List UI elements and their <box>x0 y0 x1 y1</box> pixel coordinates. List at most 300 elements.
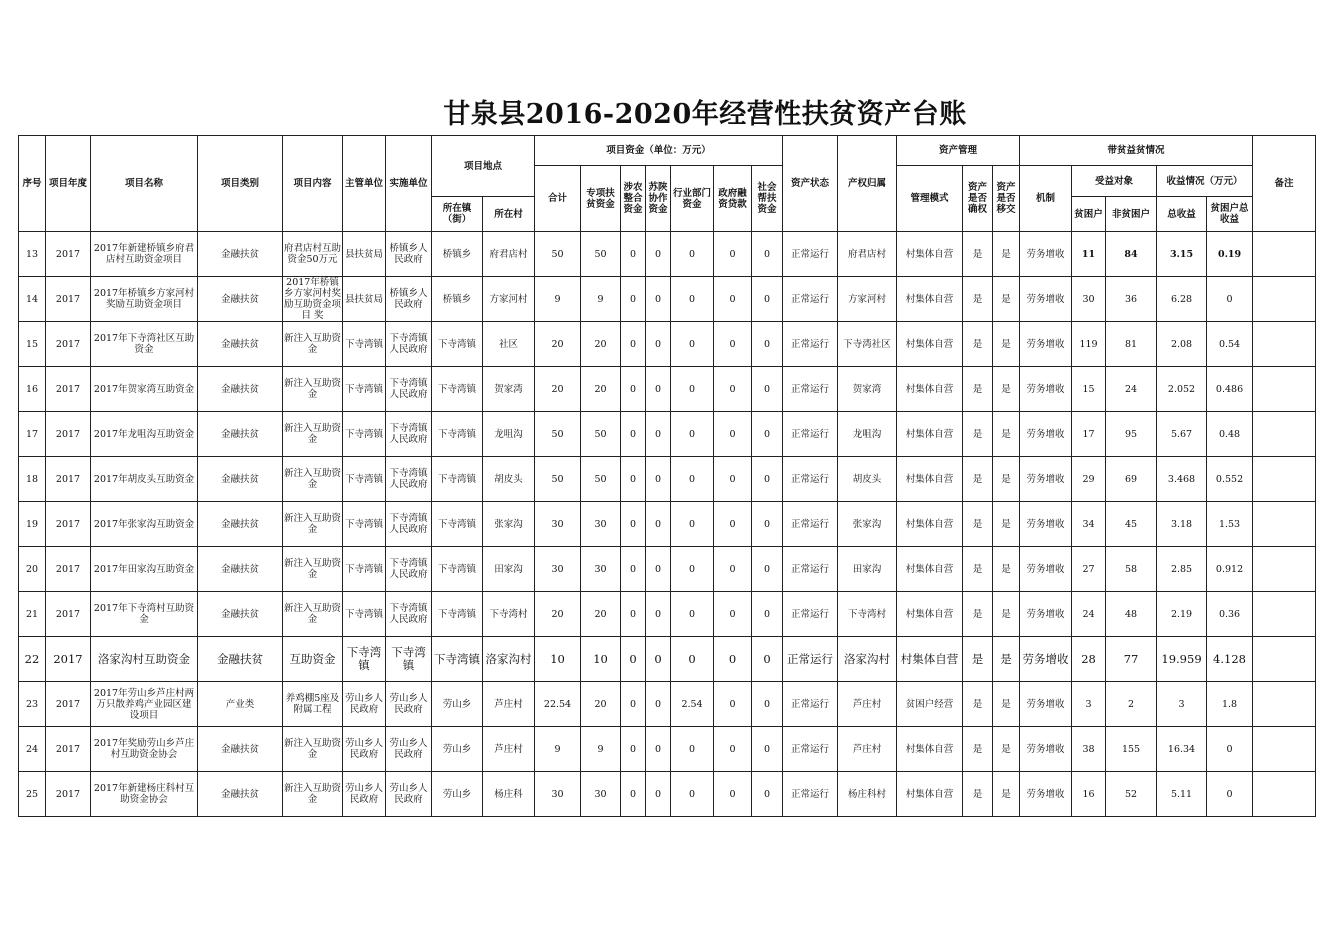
cell-village: 贺家湾 <box>483 367 535 412</box>
cell-status: 正常运行 <box>783 277 838 322</box>
header-beneficiaries: 受益对象 <box>1072 166 1157 197</box>
cell-agri: 0 <box>621 682 646 727</box>
cell-town: 下寺湾镇 <box>432 547 483 592</box>
cell-total: 20 <box>535 322 581 367</box>
cell-special: 9 <box>581 277 621 322</box>
cell-total: 30 <box>535 547 581 592</box>
cell-remark <box>1253 682 1316 727</box>
cell-confirmed: 是 <box>963 412 993 457</box>
cell-seq: 14 <box>19 277 46 322</box>
cell-supervisor: 县扶贫局 <box>343 232 386 277</box>
cell-mode: 村集体自营 <box>897 412 963 457</box>
cell-nonpoor: 52 <box>1106 772 1157 817</box>
cell-poor-income: 0 <box>1207 772 1253 817</box>
cell-mechanism: 劳务增收 <box>1020 367 1072 412</box>
header-asset-status: 资产状态 <box>783 136 838 232</box>
cell-special: 20 <box>581 322 621 367</box>
cell-confirmed: 是 <box>963 232 993 277</box>
cell-name: 洛家沟村互助资金 <box>91 637 198 682</box>
cell-implementer: 下寺湾镇人民政府 <box>386 367 432 412</box>
cell-poor-income: 0 <box>1207 277 1253 322</box>
cell-social: 0 <box>752 772 783 817</box>
cell-mode: 村集体自营 <box>897 727 963 772</box>
table-row <box>19 367 1316 412</box>
table-row <box>19 727 1316 772</box>
cell-supervisor: 下寺湾镇 <box>343 367 386 412</box>
cell-gov-loan: 0 <box>714 637 752 682</box>
cell-mechanism: 劳务增收 <box>1020 682 1072 727</box>
cell-category: 金融扶贫 <box>198 367 283 412</box>
cell-special: 20 <box>581 592 621 637</box>
cell-poor: 30 <box>1072 277 1106 322</box>
cell-category: 金融扶贫 <box>198 592 283 637</box>
cell-total-income: 3.468 <box>1157 457 1207 502</box>
cell-name: 2017年田家沟互助资金 <box>91 547 198 592</box>
cell-content: 新注入互助资金 <box>283 772 343 817</box>
cell-nonpoor: 48 <box>1106 592 1157 637</box>
cell-town: 下寺湾镇 <box>432 592 483 637</box>
cell-seq: 22 <box>19 637 46 682</box>
cell-poor-income: 0.552 <box>1207 457 1253 502</box>
cell-mode: 村集体自营 <box>897 502 963 547</box>
cell-town: 劳山乡 <box>432 772 483 817</box>
cell-sushan: 0 <box>646 547 671 592</box>
cell-ownership: 芦庄村 <box>838 682 897 727</box>
cell-total: 22.54 <box>535 682 581 727</box>
cell-nonpoor: 95 <box>1106 412 1157 457</box>
cell-seq: 13 <box>19 232 46 277</box>
header-sushan: 苏陕协作资金 <box>646 166 671 232</box>
cell-village: 胡皮头 <box>483 457 535 502</box>
header-income: 收益情况（万元） <box>1157 166 1253 197</box>
cell-total-income: 6.28 <box>1157 277 1207 322</box>
cell-implementer: 下寺湾镇人民政府 <box>386 322 432 367</box>
cell-status: 正常运行 <box>783 412 838 457</box>
cell-poor-income: 0.36 <box>1207 592 1253 637</box>
header-year: 项目年度 <box>46 136 91 232</box>
cell-content: 府君店村互助资金50万元 <box>283 232 343 277</box>
header-town: 所在镇（街） <box>432 197 483 232</box>
cell-content: 养鸡棚5座及附属工程 <box>283 682 343 727</box>
cell-supervisor: 下寺湾镇 <box>343 412 386 457</box>
cell-special: 30 <box>581 547 621 592</box>
cell-year: 2017 <box>46 772 91 817</box>
cell-village: 下寺湾村 <box>483 592 535 637</box>
header-implementer: 实施单位 <box>386 136 432 232</box>
cell-mode: 村集体自营 <box>897 232 963 277</box>
cell-poor: 15 <box>1072 367 1106 412</box>
cell-total-income: 19.959 <box>1157 637 1207 682</box>
cell-social: 0 <box>752 277 783 322</box>
cell-nonpoor: 84 <box>1106 232 1157 277</box>
cell-industry: 0 <box>671 277 714 322</box>
cell-confirmed: 是 <box>963 727 993 772</box>
cell-supervisor: 下寺湾镇 <box>343 502 386 547</box>
header-confirmed: 资产是否确权 <box>963 166 993 232</box>
cell-name: 2017年新建杨庄科村互助资金协会 <box>91 772 198 817</box>
cell-agri: 0 <box>621 727 646 772</box>
cell-name: 2017年贺家湾互助资金 <box>91 367 198 412</box>
cell-town: 劳山乡 <box>432 682 483 727</box>
cell-year: 2017 <box>46 277 91 322</box>
cell-name: 2017年桥镇乡方家河村奖励互助资金项目 <box>91 277 198 322</box>
cell-gov-loan: 0 <box>714 232 752 277</box>
cell-implementer: 下寺湾镇人民政府 <box>386 547 432 592</box>
cell-gov-loan: 0 <box>714 772 752 817</box>
cell-name: 2017年张家沟互助资金 <box>91 502 198 547</box>
cell-remark <box>1253 502 1316 547</box>
cell-village: 龙咀沟 <box>483 412 535 457</box>
cell-poor-income: 4.128 <box>1207 637 1253 682</box>
cell-remark <box>1253 457 1316 502</box>
cell-nonpoor: 69 <box>1106 457 1157 502</box>
cell-year: 2017 <box>46 232 91 277</box>
table-row <box>19 502 1316 547</box>
cell-category: 金融扶贫 <box>198 457 283 502</box>
cell-poor: 27 <box>1072 547 1106 592</box>
cell-poor-income: 0.54 <box>1207 322 1253 367</box>
cell-content: 新注入互助资金 <box>283 547 343 592</box>
cell-gov-loan: 0 <box>714 457 752 502</box>
cell-agri: 0 <box>621 277 646 322</box>
cell-year: 2017 <box>46 727 91 772</box>
cell-social: 0 <box>752 322 783 367</box>
cell-agri: 0 <box>621 592 646 637</box>
cell-mechanism: 劳务增收 <box>1020 772 1072 817</box>
cell-total-income: 3.15 <box>1157 232 1207 277</box>
cell-content: 2017年桥镇乡方家河村奖励互助资金项目 奖 <box>284 277 342 321</box>
cell-seq: 15 <box>19 322 46 367</box>
cell-sushan: 0 <box>646 367 671 412</box>
table-row <box>19 637 1316 682</box>
cell-special: 9 <box>581 727 621 772</box>
cell-mechanism: 劳务增收 <box>1020 592 1072 637</box>
cell-category: 金融扶贫 <box>198 322 283 367</box>
cell-total: 20 <box>535 592 581 637</box>
cell-ownership: 杨庄科村 <box>838 772 897 817</box>
cell-total-income: 3.18 <box>1157 502 1207 547</box>
cell-status: 正常运行 <box>783 322 838 367</box>
header-village: 所在村 <box>483 197 535 232</box>
cell-name: 2017年新建桥镇乡府君店村互助资金项目 <box>91 232 198 277</box>
header-nonpoor: 非贫困户 <box>1106 197 1157 232</box>
cell-village: 张家沟 <box>483 502 535 547</box>
cell-seq: 16 <box>19 367 46 412</box>
cell-implementer: 下寺湾镇人民政府 <box>386 457 432 502</box>
header-poor: 贫困户 <box>1072 197 1106 232</box>
cell-special: 30 <box>581 502 621 547</box>
cell-mechanism: 劳务增收 <box>1020 322 1072 367</box>
cell-village: 芦庄村 <box>483 682 535 727</box>
cell-poor-income: 1.53 <box>1207 502 1253 547</box>
cell-ownership: 张家沟 <box>838 502 897 547</box>
cell-remark <box>1253 772 1316 817</box>
cell-sushan: 0 <box>646 457 671 502</box>
cell-agri: 0 <box>621 547 646 592</box>
cell-village: 杨庄科 <box>483 772 535 817</box>
cell-industry: 0 <box>671 637 714 682</box>
cell-total: 20 <box>535 367 581 412</box>
cell-category: 金融扶贫 <box>198 232 283 277</box>
cell-ownership: 下寺湾社区 <box>838 322 897 367</box>
cell-year: 2017 <box>46 457 91 502</box>
cell-town: 下寺湾镇 <box>432 322 483 367</box>
cell-village: 芦庄村 <box>483 727 535 772</box>
cell-category: 金融扶贫 <box>198 637 283 682</box>
cell-social: 0 <box>752 457 783 502</box>
cell-implementer: 劳山乡人民政府 <box>386 772 432 817</box>
cell-industry: 0 <box>671 367 714 412</box>
header-industry: 行业部门资金 <box>671 166 714 232</box>
cell-ownership: 府君店村 <box>838 232 897 277</box>
cell-transferred: 是 <box>993 682 1020 727</box>
cell-social: 0 <box>752 367 783 412</box>
cell-status: 正常运行 <box>783 547 838 592</box>
cell-transferred: 是 <box>993 412 1020 457</box>
cell-town: 下寺湾镇 <box>432 502 483 547</box>
cell-ownership: 芦庄村 <box>838 727 897 772</box>
cell-nonpoor: 36 <box>1106 277 1157 322</box>
cell-name: 2017年劳山乡芦庄村两万只散养鸡产业园区建设项目 <box>91 682 198 727</box>
cell-mechanism: 劳务增收 <box>1020 637 1072 682</box>
cell-remark <box>1253 547 1316 592</box>
cell-town: 下寺湾镇 <box>432 367 483 412</box>
cell-village: 社区 <box>483 322 535 367</box>
cell-name: 2017年龙咀沟互助资金 <box>91 412 198 457</box>
cell-mode: 村集体自营 <box>897 637 963 682</box>
cell-confirmed: 是 <box>963 367 993 412</box>
cell-year: 2017 <box>46 412 91 457</box>
cell-ownership: 胡皮头 <box>838 457 897 502</box>
header-agri: 涉农整合资金 <box>621 166 646 232</box>
cell-town: 劳山乡 <box>432 727 483 772</box>
cell-supervisor: 下寺湾镇 <box>343 322 386 367</box>
cell-ownership: 田家沟 <box>838 547 897 592</box>
cell-poor: 119 <box>1072 322 1106 367</box>
cell-status: 正常运行 <box>783 682 838 727</box>
cell-gov-loan: 0 <box>714 682 752 727</box>
cell-town: 下寺湾镇 <box>432 637 483 682</box>
cell-poor-income: 0.486 <box>1207 367 1253 412</box>
cell-village: 洛家沟村 <box>483 637 535 682</box>
cell-confirmed: 是 <box>963 322 993 367</box>
table-row <box>19 457 1316 502</box>
header-supervisor: 主管单位 <box>343 136 386 232</box>
cell-sushan: 0 <box>646 772 671 817</box>
cell-total: 9 <box>535 277 581 322</box>
cell-transferred: 是 <box>993 727 1020 772</box>
cell-industry: 0 <box>671 547 714 592</box>
cell-social: 0 <box>752 727 783 772</box>
cell-supervisor: 下寺湾镇 <box>343 592 386 637</box>
cell-mechanism: 劳务增收 <box>1020 727 1072 772</box>
cell-industry: 0 <box>671 772 714 817</box>
cell-implementer: 下寺湾镇 <box>386 637 432 682</box>
cell-year: 2017 <box>46 367 91 412</box>
cell-nonpoor: 45 <box>1106 502 1157 547</box>
cell-mechanism: 劳务增收 <box>1020 502 1072 547</box>
cell-poor: 3 <box>1072 682 1106 727</box>
cell-total-income: 2.052 <box>1157 367 1207 412</box>
cell-total: 9 <box>535 727 581 772</box>
table-row <box>19 592 1316 637</box>
cell-industry: 0 <box>671 502 714 547</box>
cell-category: 金融扶贫 <box>198 772 283 817</box>
cell-seq: 21 <box>19 592 46 637</box>
cell-confirmed: 是 <box>963 772 993 817</box>
cell-content: 新注入互助资金 <box>283 367 343 412</box>
cell-confirmed: 是 <box>963 592 993 637</box>
cell-sushan: 0 <box>646 412 671 457</box>
cell-transferred: 是 <box>993 547 1020 592</box>
cell-seq: 23 <box>19 682 46 727</box>
cell-year: 2017 <box>46 592 91 637</box>
cell-gov-loan: 0 <box>714 412 752 457</box>
cell-supervisor: 劳山乡人民政府 <box>343 682 386 727</box>
cell-mechanism: 劳务增收 <box>1020 457 1072 502</box>
cell-industry: 0 <box>671 232 714 277</box>
cell-sushan: 0 <box>646 277 671 322</box>
table-row <box>19 232 1316 277</box>
header-remark: 备注 <box>1253 136 1316 232</box>
cell-special: 50 <box>581 232 621 277</box>
cell-agri: 0 <box>621 322 646 367</box>
cell-gov-loan: 0 <box>714 592 752 637</box>
cell-content: 新注入互助资金 <box>283 322 343 367</box>
header-ownership: 产权归属 <box>838 136 897 232</box>
cell-poor-income: 0.48 <box>1207 412 1253 457</box>
header-name: 项目名称 <box>91 136 198 232</box>
header-asset-mgmt: 资产管理 <box>897 136 1020 166</box>
cell-ownership: 龙咀沟 <box>838 412 897 457</box>
cell-status: 正常运行 <box>783 637 838 682</box>
cell-poor: 29 <box>1072 457 1106 502</box>
cell-implementer: 下寺湾镇人民政府 <box>386 412 432 457</box>
cell-year: 2017 <box>46 322 91 367</box>
cell-supervisor: 下寺湾镇 <box>343 637 386 682</box>
cell-social: 0 <box>752 592 783 637</box>
cell-seq: 25 <box>19 772 46 817</box>
cell-confirmed: 是 <box>963 682 993 727</box>
asset-ledger-table <box>18 135 1316 817</box>
cell-agri: 0 <box>621 367 646 412</box>
cell-remark <box>1253 592 1316 637</box>
cell-nonpoor: 24 <box>1106 367 1157 412</box>
header-row-1 <box>19 136 1316 166</box>
cell-mode: 村集体自营 <box>897 772 963 817</box>
cell-category: 金融扶贫 <box>198 277 283 322</box>
cell-town: 桥镇乡 <box>432 277 483 322</box>
cell-status: 正常运行 <box>783 772 838 817</box>
cell-sushan: 0 <box>646 682 671 727</box>
cell-sushan: 0 <box>646 637 671 682</box>
cell-remark <box>1253 277 1316 322</box>
cell-category: 金融扶贫 <box>198 547 283 592</box>
cell-poor: 38 <box>1072 727 1106 772</box>
cell-agri: 0 <box>621 637 646 682</box>
header-mechanism: 机制 <box>1020 166 1072 232</box>
cell-confirmed: 是 <box>963 457 993 502</box>
cell-total: 10 <box>535 637 581 682</box>
cell-transferred: 是 <box>993 457 1020 502</box>
cell-name: 2017年下寺湾社区互助资金 <box>91 322 198 367</box>
cell-industry: 0 <box>671 322 714 367</box>
cell-remark <box>1253 637 1316 682</box>
table-row <box>19 772 1316 817</box>
cell-implementer: 下寺湾镇人民政府 <box>386 502 432 547</box>
cell-status: 正常运行 <box>783 367 838 412</box>
cell-gov-loan: 0 <box>714 322 752 367</box>
cell-industry: 0 <box>671 412 714 457</box>
cell-implementer: 下寺湾镇人民政府 <box>386 592 432 637</box>
cell-industry: 2.54 <box>671 682 714 727</box>
cell-nonpoor: 81 <box>1106 322 1157 367</box>
cell-mechanism: 劳务增收 <box>1020 232 1072 277</box>
cell-transferred: 是 <box>993 502 1020 547</box>
table-row <box>19 322 1316 367</box>
cell-content: 新注入互助资金 <box>283 412 343 457</box>
cell-village: 府君店村 <box>483 232 535 277</box>
cell-total: 30 <box>535 502 581 547</box>
header-category: 项目类别 <box>198 136 283 232</box>
cell-total-income: 2.08 <box>1157 322 1207 367</box>
cell-agri: 0 <box>621 772 646 817</box>
cell-total: 50 <box>535 412 581 457</box>
cell-gov-loan: 0 <box>714 277 752 322</box>
cell-supervisor: 县扶贫局 <box>343 277 386 322</box>
cell-transferred: 是 <box>993 367 1020 412</box>
cell-total: 50 <box>535 457 581 502</box>
cell-implementer: 桥镇乡人民政府 <box>386 277 432 322</box>
cell-confirmed: 是 <box>963 637 993 682</box>
cell-seq: 20 <box>19 547 46 592</box>
cell-sushan: 0 <box>646 727 671 772</box>
cell-remark <box>1253 412 1316 457</box>
cell-implementer: 劳山乡人民政府 <box>386 727 432 772</box>
cell-ownership: 方家河村 <box>838 277 897 322</box>
cell-implementer: 桥镇乡人民政府 <box>386 232 432 277</box>
cell-status: 正常运行 <box>783 592 838 637</box>
cell-poor: 16 <box>1072 772 1106 817</box>
cell-industry: 0 <box>671 592 714 637</box>
cell-poor-income: 0.912 <box>1207 547 1253 592</box>
cell-year: 2017 <box>46 682 91 727</box>
cell-poor: 34 <box>1072 502 1106 547</box>
header-funds: 项目资金（单位：万元） <box>535 136 783 166</box>
cell-transferred: 是 <box>993 277 1020 322</box>
table-row <box>19 277 1316 322</box>
cell-nonpoor: 77 <box>1106 637 1157 682</box>
cell-mode: 贫困户经营 <box>897 682 963 727</box>
cell-total-income: 5.11 <box>1157 772 1207 817</box>
cell-town: 桥镇乡 <box>432 232 483 277</box>
cell-mechanism: 劳务增收 <box>1020 547 1072 592</box>
cell-supervisor: 下寺湾镇 <box>343 547 386 592</box>
header-poor-income: 贫困户总收益 <box>1207 197 1253 232</box>
cell-nonpoor: 58 <box>1106 547 1157 592</box>
cell-content: 新注入互助资金 <box>283 457 343 502</box>
cell-mode: 村集体自营 <box>897 367 963 412</box>
cell-confirmed: 是 <box>963 547 993 592</box>
cell-transferred: 是 <box>993 592 1020 637</box>
cell-status: 正常运行 <box>783 502 838 547</box>
cell-seq: 19 <box>19 502 46 547</box>
cell-ownership: 贺家湾 <box>838 367 897 412</box>
cell-year: 2017 <box>46 502 91 547</box>
cell-category: 金融扶贫 <box>198 412 283 457</box>
cell-transferred: 是 <box>993 232 1020 277</box>
cell-poor: 24 <box>1072 592 1106 637</box>
